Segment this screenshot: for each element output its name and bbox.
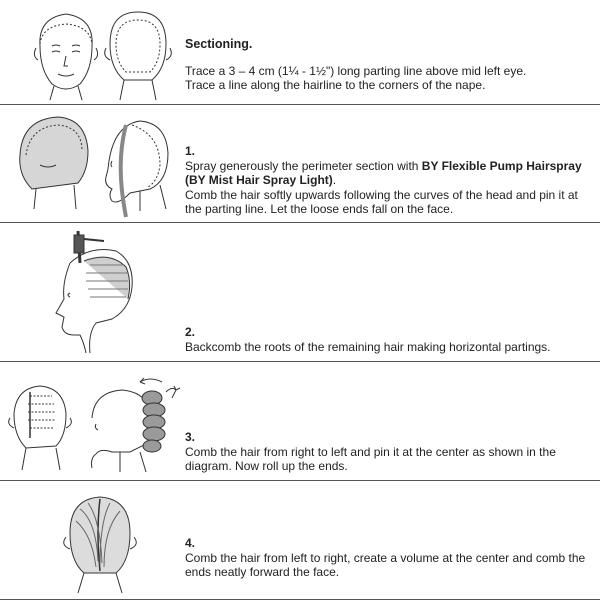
rotate-arrow-icon [140,379,162,382]
head-side-icon [0,105,185,222]
step-text: Spray generously the perimeter section with [185,158,422,173]
illustration-sectioning [0,0,185,104]
step-description: Comb the hair softly upwards following the curves of the head and pin it at the parting line. Let the loose ends fall on the face. [185,187,578,217]
step-3-text [185,430,595,474]
illustration-step-1 [0,105,185,222]
illustration-step-4 [0,481,185,599]
illustration-step-2 [0,223,185,361]
head-front-back-icon [0,0,185,104]
step-description: Backcomb the roots of the remaining hair making horizontal partings. [185,339,551,354]
head-back-roll-icon [0,362,185,480]
step-description: Comb the hair from left to right, create a volume at the center and comb the ends neatly forward the face. [185,550,586,580]
step-line: Trace a line along the hairline to the corners of the nape. [185,78,486,93]
comb-icon [74,235,84,253]
step-number: 2. [185,325,196,339]
step-text: . [332,173,337,188]
step-4-text [185,536,595,580]
step-description [185,159,595,188]
step-number: 4. [185,536,196,550]
head-back-icon [0,481,185,599]
step-heading: Sectioning. [185,37,253,51]
step-number: 3. [185,430,196,444]
step-sectioning-text [185,37,595,93]
step-sectioning [0,0,600,104]
step-3 [0,362,600,480]
step-4 [0,481,600,599]
step-description: Comb the hair from right to left and pin it at the center as shown in the diagram. Now roll up the ends. [185,444,556,474]
product-name: BY Flexible Pump Hairspray (BY Mist Hair Spray Light) [185,158,582,188]
step-2 [0,223,600,361]
step-1 [0,105,600,222]
step-line: Trace a 3 – 4 cm (1¼ - 1½") long parting line above mid left eye. [185,63,527,78]
step-number: 1. [185,144,196,158]
head-profile-icon [0,223,185,361]
step-2-text [185,325,595,354]
illustration-step-3 [0,362,185,480]
step-1-text [185,144,595,217]
